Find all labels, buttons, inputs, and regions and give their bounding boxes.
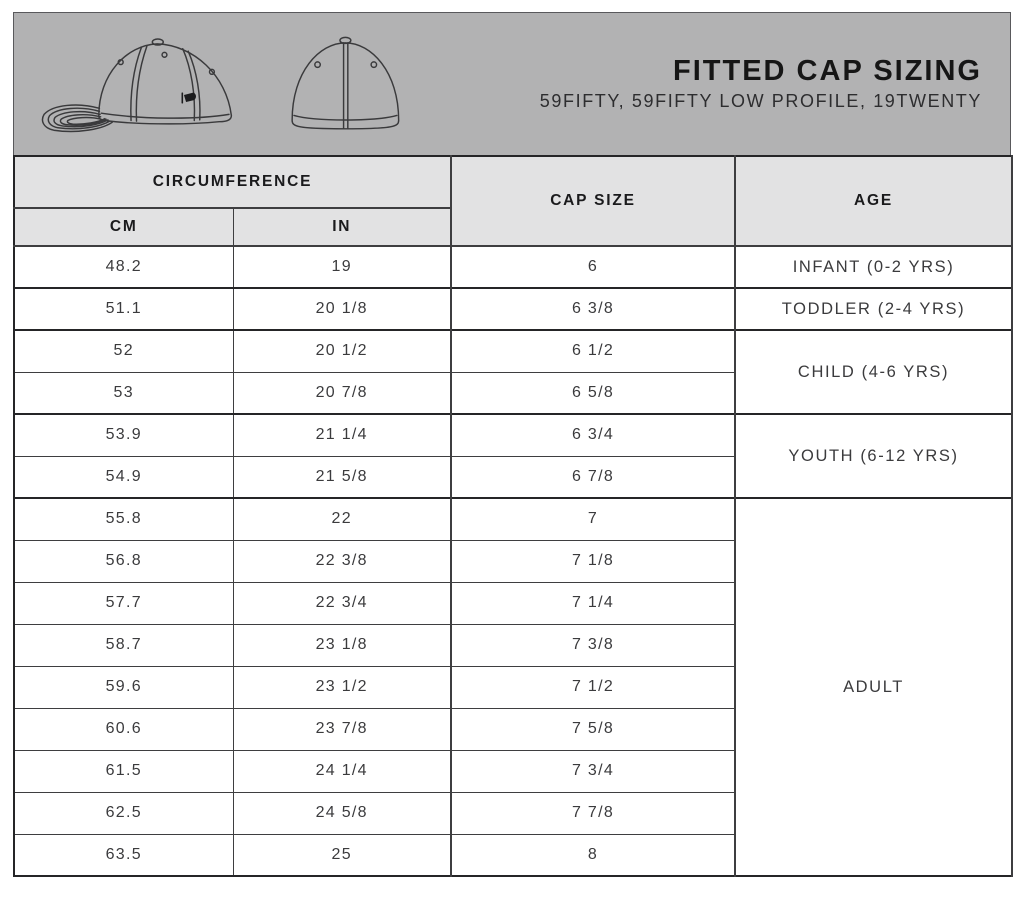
cell-cap-size: 6 7/8	[451, 456, 735, 498]
header-age: AGE	[735, 156, 1012, 246]
cell-age-infant: INFANT (0-2 YRS)	[735, 246, 1012, 288]
cap-side-view-icon	[38, 23, 263, 145]
hero-band	[13, 12, 1011, 155]
header-cm: CM	[14, 208, 233, 246]
cell-in: 22 3/4	[233, 582, 451, 624]
table-row	[14, 246, 1012, 288]
cell-in: 24 5/8	[233, 792, 451, 834]
cell-cap-size: 7 3/8	[451, 624, 735, 666]
cell-in: 21 1/4	[233, 414, 451, 456]
cap-illustrations	[14, 23, 415, 145]
cell-cap-size: 7 1/4	[451, 582, 735, 624]
cell-cm: 61.5	[14, 750, 233, 792]
cell-cap-size: 7 1/8	[451, 540, 735, 582]
cell-cm: 57.7	[14, 582, 233, 624]
cell-cap-size: 6 1/2	[451, 330, 735, 372]
cell-in: 23 1/8	[233, 624, 451, 666]
cap-back-view-icon	[277, 23, 415, 145]
cell-cm: 53	[14, 372, 233, 414]
table-row	[14, 330, 1012, 372]
cell-cm: 58.7	[14, 624, 233, 666]
cell-in: 21 5/8	[233, 456, 451, 498]
cell-cap-size: 8	[451, 834, 735, 876]
cell-cm: 48.2	[14, 246, 233, 288]
cell-cm: 63.5	[14, 834, 233, 876]
cell-cap-size: 6 5/8	[451, 372, 735, 414]
cell-in: 19	[233, 246, 451, 288]
cell-cap-size: 7	[451, 498, 735, 540]
cap-sizing-table	[13, 155, 1013, 877]
cell-age-toddler: TODDLER (2-4 YRS)	[735, 288, 1012, 330]
size-chart-sheet	[13, 12, 1011, 877]
band-titles	[540, 56, 1010, 113]
cell-cm: 59.6	[14, 666, 233, 708]
cell-in: 22 3/8	[233, 540, 451, 582]
table-row	[14, 414, 1012, 456]
cell-cm: 62.5	[14, 792, 233, 834]
cell-in: 20 1/2	[233, 330, 451, 372]
cell-in: 20 1/8	[233, 288, 451, 330]
cell-cap-size: 7 5/8	[451, 708, 735, 750]
cell-cm: 55.8	[14, 498, 233, 540]
cell-age-youth: YOUTH (6-12 YRS)	[735, 414, 1012, 498]
cell-in: 25	[233, 834, 451, 876]
cell-in: 23 1/2	[233, 666, 451, 708]
page-title: FITTED CAP SIZING	[673, 54, 982, 87]
cell-age-adult: ADULT	[735, 498, 1012, 876]
cell-cm: 53.9	[14, 414, 233, 456]
cell-cap-size: 7 7/8	[451, 792, 735, 834]
cell-cap-size: 7 1/2	[451, 666, 735, 708]
cell-cm: 51.1	[14, 288, 233, 330]
page-subtitle: 59FIFTY, 59FIFTY LOW PROFILE, 19TWENTY	[539, 91, 982, 112]
header-in: IN	[233, 208, 451, 246]
cell-in: 23 7/8	[233, 708, 451, 750]
cell-age-child: CHILD (4-6 YRS)	[735, 330, 1012, 414]
cell-cap-size: 6	[451, 246, 735, 288]
cell-cm: 52	[14, 330, 233, 372]
cell-cm: 56.8	[14, 540, 233, 582]
cell-in: 22	[233, 498, 451, 540]
cell-cm: 60.6	[14, 708, 233, 750]
header-circumference: CIRCUMFERENCE	[14, 156, 451, 208]
header-cap-size: CAP SIZE	[451, 156, 735, 246]
cell-cap-size: 6 3/8	[451, 288, 735, 330]
cell-cap-size: 7 3/4	[451, 750, 735, 792]
table-row	[14, 288, 1012, 330]
cell-in: 20 7/8	[233, 372, 451, 414]
cell-in: 24 1/4	[233, 750, 451, 792]
cell-cap-size: 6 3/4	[451, 414, 735, 456]
cell-cm: 54.9	[14, 456, 233, 498]
table-row	[14, 498, 1012, 540]
